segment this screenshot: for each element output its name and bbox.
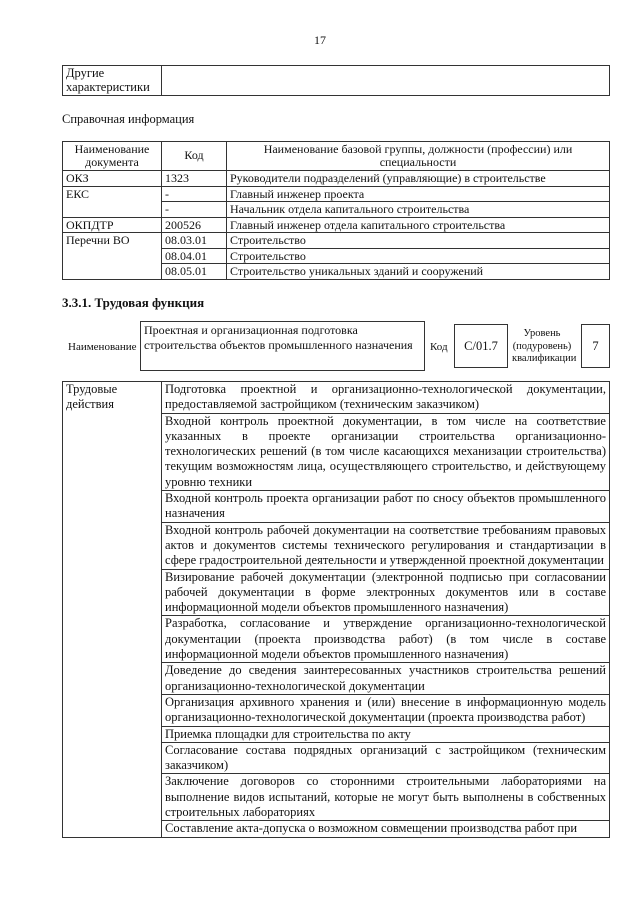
ref-name: Строительство bbox=[227, 233, 610, 249]
table-row bbox=[63, 382, 610, 414]
qualification-level-value: 7 bbox=[581, 324, 610, 368]
other-characteristics-value bbox=[162, 66, 610, 96]
ref-name: Строительство bbox=[227, 248, 610, 264]
labor-action-item: Подготовка проектной и организационно-технологической документации, предоставляемой застройщиком (техническим заказчиком) bbox=[162, 382, 610, 414]
labor-action-item: Разработка, согласование и утверждение организационно-технологической документации (проекта производства работ) (в том числе в составе информационной модели объектов промышленного назначения) bbox=[162, 616, 610, 663]
ref-code: 08.05.01 bbox=[162, 264, 227, 280]
labor-function-header bbox=[62, 321, 610, 371]
other-characteristics-label: Другие характеристики bbox=[63, 66, 162, 96]
ref-doc: ОКПДТР bbox=[63, 217, 162, 233]
ref-code: 08.04.01 bbox=[162, 248, 227, 264]
table-row bbox=[63, 171, 610, 187]
labor-action-item: Приемка площадки для строительства по акту bbox=[162, 726, 610, 742]
other-characteristics-table bbox=[62, 65, 610, 96]
ref-name: Строительство уникальных зданий и сооружений bbox=[227, 264, 610, 280]
table-row bbox=[63, 186, 610, 202]
ref-name: Начальник отдела капитального строительства bbox=[227, 202, 610, 218]
ref-name: Руководители подразделений (управляющие) в строительстве bbox=[227, 171, 610, 187]
ref-header-code: Код bbox=[162, 142, 227, 171]
qualification-level-label: Уровень (подуровень) квалификации bbox=[512, 328, 577, 364]
page-number: 17 bbox=[314, 33, 326, 47]
labor-actions-table bbox=[62, 381, 610, 838]
ref-doc: Перечни ВО bbox=[63, 233, 162, 280]
labor-action-item: Организация архивного хранения и (или) внесение в информационную модель организационно-технологической документации (проекта производства работ) bbox=[162, 694, 610, 726]
ref-name: Главный инженер отдела капитального строительства bbox=[227, 217, 610, 233]
function-code-label: Код bbox=[430, 341, 448, 353]
labor-actions-label: Трудовые действия bbox=[63, 382, 162, 838]
labor-action-item: Заключение договоров со сторонними строительными лабораториями на выполнение видов испытаний, которые не могут быть выполнены в собственных строительных лабораториях bbox=[162, 774, 610, 821]
ref-code: 1323 bbox=[162, 171, 227, 187]
function-name-label: Наименование bbox=[68, 341, 137, 353]
reference-heading: Справочная информация bbox=[62, 112, 195, 126]
function-code-value: C/01.7 bbox=[454, 324, 508, 368]
ref-header-doc: Наименование документа bbox=[63, 142, 162, 171]
ref-code: 08.03.01 bbox=[162, 233, 227, 249]
labor-action-item: Визирование рабочей документации (электронной подписью при согласовании рабочей документации в форме электронных документов или в составе информационной модели объектов промышленного назначения) bbox=[162, 569, 610, 616]
ref-doc: ЕКС bbox=[63, 186, 162, 217]
labor-action-item: Входной контроль проектной документации, в том числе на соответствие указанных в проекте организации строительства организационно-технологических решений (в том числе касающихся механизации строительства) текущим возможностям лица, осуществляющего строительство, и действующему уровню техники bbox=[162, 413, 610, 490]
ref-name: Главный инженер проекта bbox=[227, 186, 610, 202]
labor-action-item: Согласование состава подрядных организаций с застройщиком (техническим заказчиком) bbox=[162, 742, 610, 774]
ref-doc: ОКЗ bbox=[63, 171, 162, 187]
table-row bbox=[63, 233, 610, 249]
ref-header-name: Наименование базовой группы, должности (профессии) или специальности bbox=[227, 142, 610, 171]
table-row bbox=[63, 217, 610, 233]
labor-action-item: Входной контроль проекта организации работ по сносу объектов промышленного назначения bbox=[162, 491, 610, 523]
ref-code: - bbox=[162, 202, 227, 218]
function-name-value: Проектная и организационная подготовка строительства объектов промышленного назначения bbox=[140, 321, 425, 371]
reference-table bbox=[62, 141, 610, 280]
section-title: 3.3.1. Трудовая функция bbox=[62, 295, 205, 310]
ref-code: - bbox=[162, 186, 227, 202]
labor-action-item: Доведение до сведения заинтересованных участников строительства решений организационно-технологической документации bbox=[162, 663, 610, 695]
labor-action-item: Входной контроль рабочей документации на соответствие требованиям правовых актов и документов системы технического регулирования и стандартизации в сфере градостроительной деятельности и утвержденной проектной документации bbox=[162, 522, 610, 569]
labor-action-item: Составление акта-допуска о возможном совмещении производства работ при bbox=[162, 821, 610, 837]
ref-code: 200526 bbox=[162, 217, 227, 233]
